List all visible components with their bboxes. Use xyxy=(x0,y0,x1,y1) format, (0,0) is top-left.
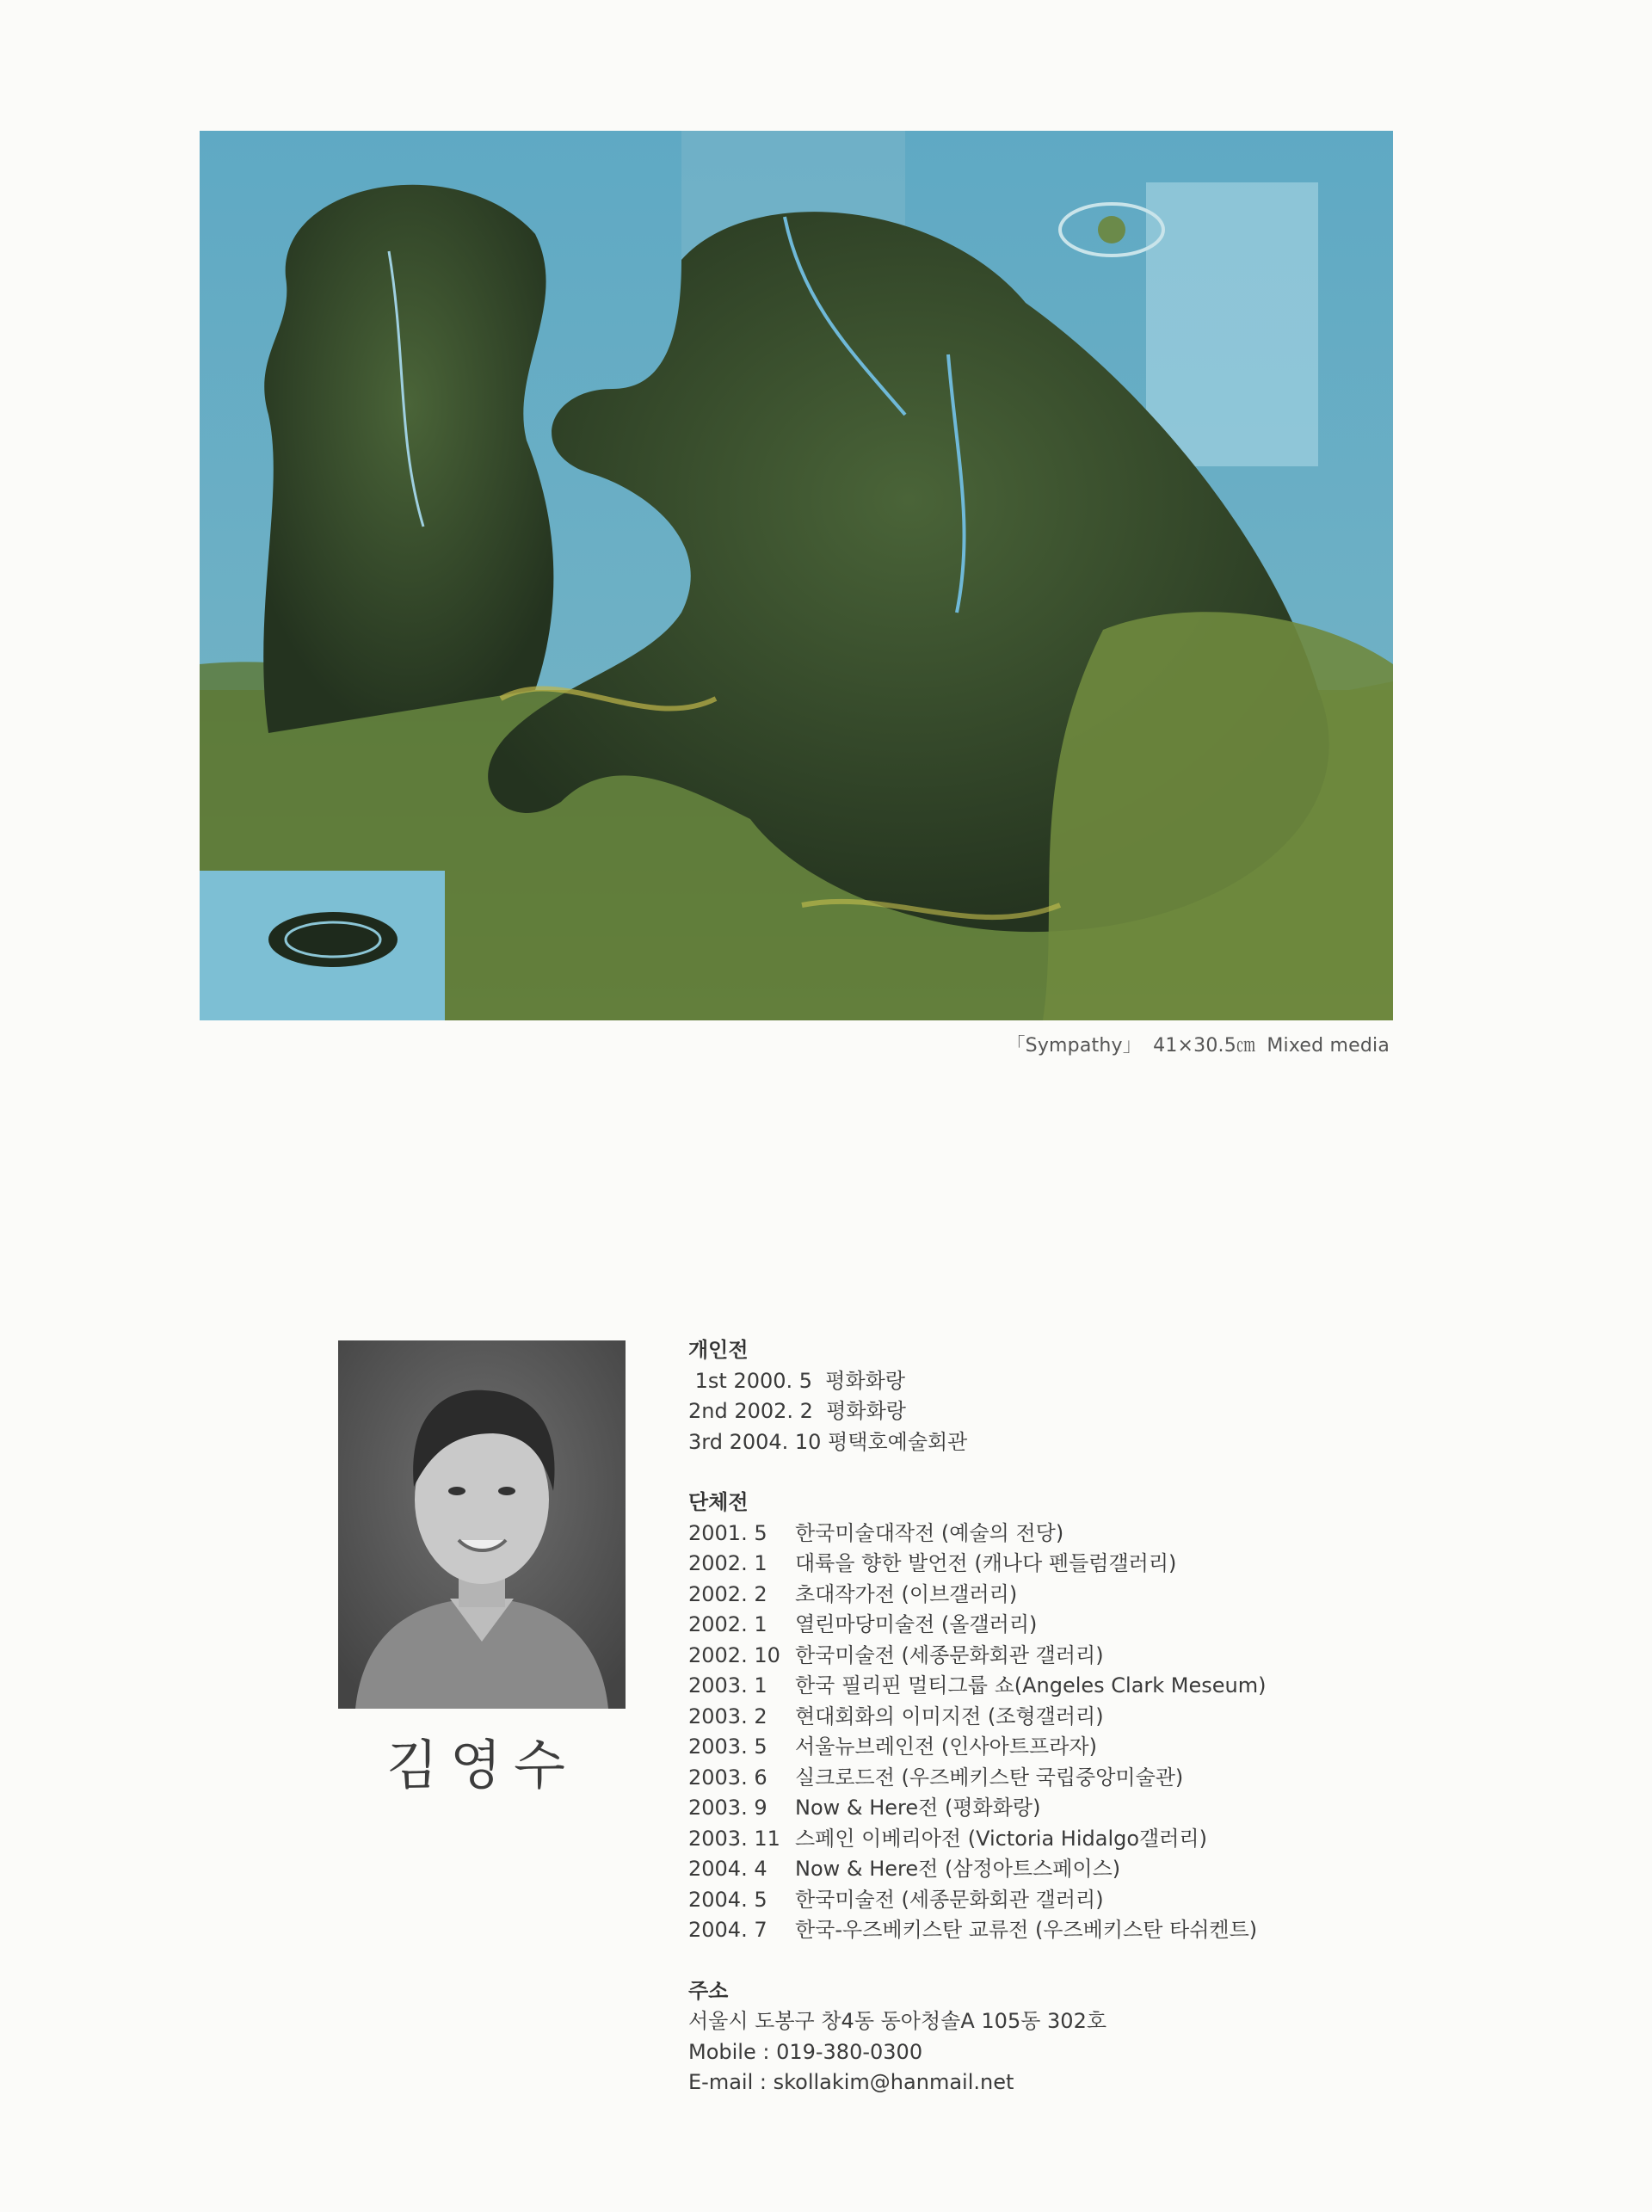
artist-bio xyxy=(688,1335,1618,2129)
group-item-date: 2004. 4 xyxy=(688,1857,767,1881)
solo-exhibitions xyxy=(688,1335,1618,1457)
group-item xyxy=(688,1885,1618,1916)
group-item xyxy=(688,1549,1618,1580)
group-item-date: 2003. 6 xyxy=(688,1765,767,1790)
group-item xyxy=(688,1824,1618,1855)
group-item-text: 스페인 이베리아전 (Victoria Hidalgo갤러리) xyxy=(795,1826,1207,1851)
solo-item: 2nd 2002. 2 평화화랑 xyxy=(688,1399,906,1423)
group-item-text: Now & Here전 (삼정아트스페이스) xyxy=(795,1857,1121,1881)
address-email: E-mail : skollakim@hanmail.net xyxy=(688,2070,1014,2094)
address-section xyxy=(688,1976,1618,2098)
group-item-text: Now & Here전 (평화화랑) xyxy=(795,1796,1041,1820)
solo-heading: 개인전 xyxy=(688,1338,749,1362)
group-item-text: 현대회화의 이미지전 (조형갤러리) xyxy=(795,1704,1104,1728)
artwork-medium: Mixed media xyxy=(1267,1035,1390,1057)
artwork-caption xyxy=(860,1031,1390,1057)
group-item-text: 한국미술전 (세종문화회관 갤러리) xyxy=(795,1887,1104,1912)
group-item xyxy=(688,1580,1618,1611)
group-item xyxy=(688,1915,1618,1946)
group-item-text: 한국미술전 (세종문화회관 갤러리) xyxy=(795,1642,1104,1667)
group-item-date: 2003. 5 xyxy=(688,1734,767,1759)
address-street: 서울시 도봉구 창4동 동아청솔A 105동 302호 xyxy=(688,2009,1107,2033)
group-item-date: 2001. 5 xyxy=(688,1520,767,1545)
group-item xyxy=(688,1854,1618,1885)
artwork-title: 「Sympathy」 xyxy=(1006,1035,1142,1057)
solo-item: 3rd 2004. 10 평택호예술회관 xyxy=(688,1429,968,1454)
group-item-text: 서울뉴브레인전 (인사아트프라자) xyxy=(795,1734,1097,1759)
group-item xyxy=(688,1702,1618,1733)
group-item-text: 대륙을 향한 발언전 (캐나다 펜들럼갤러리) xyxy=(795,1551,1177,1575)
artwork-image xyxy=(200,131,1393,1020)
group-item-date: 2003. 1 xyxy=(688,1673,767,1698)
group-exhibitions xyxy=(688,1488,1618,1946)
group-item xyxy=(688,1793,1618,1824)
painting-sympathy xyxy=(200,131,1393,1020)
group-item xyxy=(688,1610,1618,1641)
artist-name: 김영수 xyxy=(386,1734,577,1796)
group-item-text: 열린마당미술전 (올갤러리) xyxy=(795,1612,1038,1636)
group-item-date: 2002. 1 xyxy=(688,1612,767,1636)
group-item-text: 초대작가전 (이브갤러리) xyxy=(795,1581,1018,1606)
artwork-size: 41×30.5㎝ xyxy=(1153,1035,1256,1057)
address-heading: 주소 xyxy=(688,1978,729,2003)
group-item-text: 한국-우즈베키스탄 교류전 (우즈베키스탄 타쉬켄트) xyxy=(795,1918,1258,1942)
group-item xyxy=(688,1671,1618,1702)
group-item-date: 2004. 7 xyxy=(688,1918,767,1942)
group-item-text: 실크로드전 (우즈베키스탄 국립중앙미술관) xyxy=(795,1765,1184,1790)
group-item-text: 한국미술대작전 (예술의 전당) xyxy=(795,1520,1064,1545)
group-item-date: 2003. 2 xyxy=(688,1704,767,1728)
address-mobile: Mobile : 019-380-0300 xyxy=(688,2039,923,2064)
group-item-date: 2003. 11 xyxy=(688,1826,780,1851)
group-item-date: 2004. 5 xyxy=(688,1887,767,1912)
group-item-text: 한국 필리핀 멀티그룹 쇼(Angeles Clark Meseum) xyxy=(795,1673,1267,1698)
group-item xyxy=(688,1519,1618,1550)
solo-item: 1st 2000. 5 평화화랑 xyxy=(688,1368,906,1393)
group-item xyxy=(688,1763,1618,1794)
group-item xyxy=(688,1641,1618,1672)
group-item xyxy=(688,1732,1618,1763)
portrait-photo xyxy=(338,1340,626,1709)
group-item-date: 2003. 9 xyxy=(688,1796,767,1820)
group-heading: 단체전 xyxy=(688,1490,749,1514)
artist-portrait xyxy=(338,1340,626,1709)
group-item-date: 2002. 2 xyxy=(688,1581,767,1606)
group-item-date: 2002. 10 xyxy=(688,1642,780,1667)
group-item-date: 2002. 1 xyxy=(688,1551,767,1575)
